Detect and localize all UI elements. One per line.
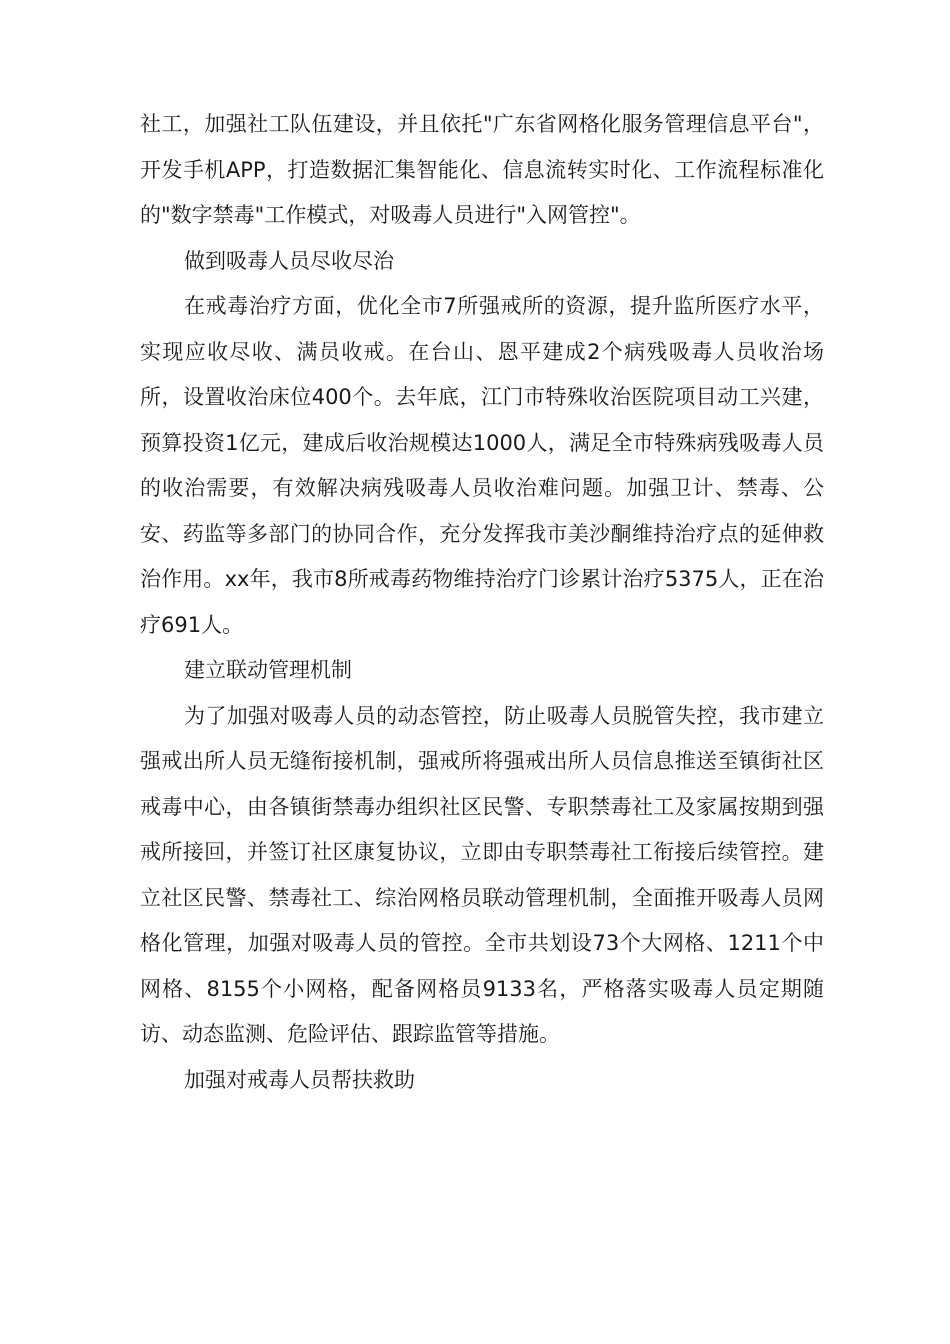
section-heading-treatment: 做到吸毒人员尽收尽治 [184,248,394,273]
section-heading-linkage: 建立联动管理机制 [184,658,352,682]
paragraph-treatment: 在戒毒治疗方面，优化全市7所强戒所的资源，提升监所医疗水平，实现应收尽收、满员收戒。在台山、恩平建成2个病残吸毒人员收治场所，设置收治床位400个。去年底，江门市特殊收治医院项目动工兴建，预算投资1亿元，建成后收治规模达1000人，满足全市特殊病残吸毒人员的收治需要，有效解决病残吸毒人员收治难问题。加强卫计、禁毒、公安、药监等多部门的协同合作，充分发挥我市美沙酮维持治疗点的延伸救治作用。xx年，我市8所戒毒药物维持治疗门诊累计治疗5375人，正在治疗691人。 [140,294,824,637]
document-body [140,102,824,1103]
section-heading-assistance: 加强对戒毒人员帮扶救助 [184,1067,415,1092]
paragraph-continuation: 社工，加强社工队伍建设，并且依托"广东省网格化服务管理信息平台"，开发手机APP，打造数据汇集智能化、信息流转实时化、工作流程标准化的"数字禁毒"工作模式，对吸毒人员进行"入网管控"。 [140,112,824,227]
paragraph-linkage: 为了加强对吸毒人员的动态管控，防止吸毒人员脱管失控，我市建立强戒出所人员无缝衔接机制，强戒所将强戒出所人员信息推送至镇街社区戒毒中心，由各镇街禁毒办组织社区民警、专职禁毒社工及家属按期到强戒所接回，并签订社区康复协议，立即由专职禁毒社工衔接后续管控。建立社区民警、禁毒社工、综治网格员联动管理机制，全面推开吸毒人员网格化管理，加强对吸毒人员的管控。全市共划设73个大网格、1211个中网格、8155个小网格，配备网格员9133名，严格落实吸毒人员定期随访、动态监测、危险评估、跟踪监管等措施。 [140,703,824,1046]
